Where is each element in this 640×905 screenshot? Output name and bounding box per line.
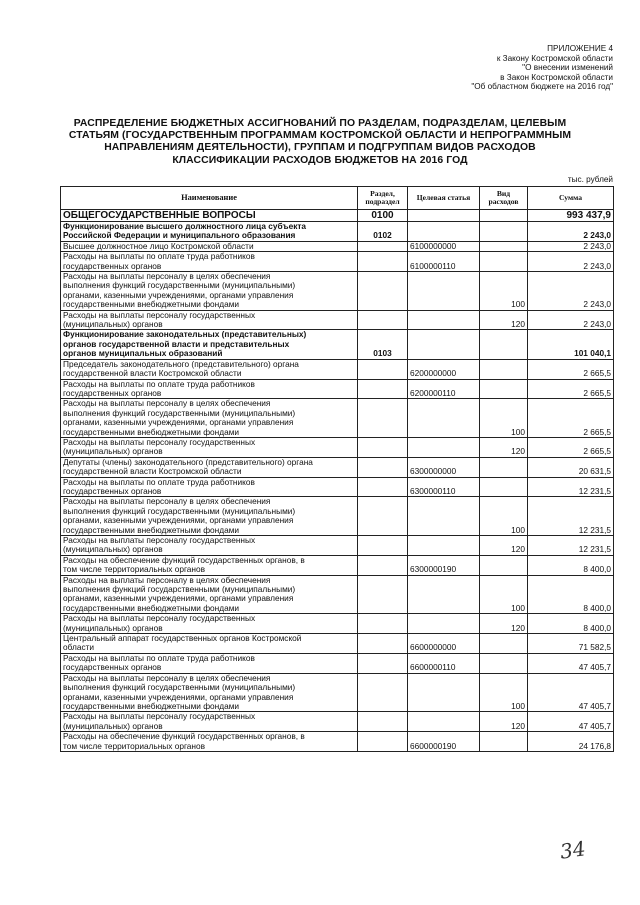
row-name-line: Функционирование высшего должностного лица субъекта — [63, 221, 307, 231]
row-section — [358, 634, 408, 654]
row-name-line: государственных органов — [63, 387, 162, 398]
row-expense-type — [480, 359, 528, 379]
budget-table — [60, 186, 614, 752]
row-section — [358, 252, 408, 272]
table-row — [61, 379, 614, 399]
row-name-line: органов муниципальных образований — [63, 348, 223, 359]
row-sum: 12 231,5 — [528, 536, 614, 556]
row-expense-type — [480, 222, 528, 242]
row-name-line: Расходы на выплаты по оплате труда работников — [63, 251, 255, 262]
row-expense-type — [480, 330, 528, 359]
row-expense-type — [480, 241, 528, 251]
table-row — [61, 477, 614, 497]
row-name — [61, 241, 358, 251]
table-row — [61, 732, 614, 752]
row-name-line: Российской Федерации и муниципального образования — [63, 230, 296, 241]
table-row — [61, 555, 614, 575]
row-name-line: органами, казенными учреждениями, органами управления — [63, 593, 294, 604]
row-name-line: Расходы на выплаты персоналу государственных — [63, 309, 256, 320]
row-expense-type — [480, 457, 528, 477]
appendix-block — [363, 44, 613, 92]
table-row — [61, 241, 614, 251]
row-name-line: выполнения функций государственными (муниципальными) — [63, 280, 296, 291]
row-name-line: государственных органов — [63, 260, 162, 271]
row-name-line: Расходы на выплаты персоналу государственных — [63, 535, 256, 545]
row-expense-type: 100 — [480, 497, 528, 536]
units-label: тыс. рублей — [567, 175, 613, 184]
appendix-line: к Закону Костромской области — [496, 53, 613, 63]
row-section — [358, 477, 408, 497]
row-target-item: 6100000110 — [408, 252, 480, 272]
row-name-line: Расходы на выплаты по оплате труда работников — [63, 476, 255, 487]
row-name — [61, 575, 358, 614]
title-line: СТАТЬЯМ (ГОСУДАРСТВЕННЫМ ПРОГРАММАМ КОСТРОМСКОЙ ОБЛАСТИ И НЕПРОГРАММНЫМ — [68, 130, 572, 142]
row-sum: 8 400,0 — [528, 555, 614, 575]
document-title — [64, 118, 576, 167]
row-name-line: государственными внебюджетными фондами — [63, 700, 240, 711]
row-sum: 2 243,0 — [528, 252, 614, 272]
header-sum: Сумма — [528, 187, 614, 210]
row-name-line: Расходы на выплаты персоналу в целях обеспечения — [63, 574, 271, 585]
row-target-item: 6100000000 — [408, 241, 480, 251]
title-line: КЛАССИФИКАЦИИ РАСХОДОВ БЮДЖЕТОВ НА 2016 ГОД — [172, 154, 468, 166]
row-target-item: 6200000110 — [408, 379, 480, 399]
row-section — [358, 437, 408, 457]
row-section — [358, 399, 408, 438]
row-target-item — [408, 536, 480, 556]
row-name-line: (муниципальных) органов — [63, 319, 163, 330]
row-sum: 12 231,5 — [528, 497, 614, 536]
row-name — [61, 359, 358, 379]
table-body — [61, 210, 614, 752]
row-name-line: государственными внебюджетными фондами — [63, 299, 240, 310]
table-row — [61, 399, 614, 438]
row-sum: 8 400,0 — [528, 614, 614, 634]
row-name-line: органами, казенными учреждениями, органами управления — [63, 417, 294, 428]
row-name — [61, 614, 358, 634]
row-name-line: Расходы на выплаты по оплате труда работников — [63, 652, 255, 663]
row-target-item — [408, 712, 480, 732]
row-sum: 47 405,7 — [528, 653, 614, 673]
row-name-line: органами, казенными учреждениями, органами управления — [63, 289, 294, 300]
row-target-item — [408, 399, 480, 438]
row-name-line: Высшее должностное лицо Костромской области — [63, 240, 254, 251]
table-row — [61, 634, 614, 654]
row-name-line: государственной власти Костромской области — [63, 368, 242, 379]
row-name-line: органов государственной власти и представительных — [63, 338, 290, 349]
row-sum: 2 665,5 — [528, 359, 614, 379]
row-name-line: выполнения функций государственными (муниципальными) — [63, 584, 296, 595]
row-name-line: государственной власти Костромской области — [63, 466, 242, 477]
handwritten-page-number: 34 — [558, 836, 587, 864]
row-name-line: Расходы на выплаты персоналу государственных — [63, 711, 256, 722]
row-name-line: государственных органов — [63, 662, 162, 673]
row-name-line: Председатель законодательного (представительного) органа — [63, 358, 299, 369]
appendix-line: "Об областном бюджете на 2016 год" — [471, 82, 613, 92]
row-section — [358, 555, 408, 575]
row-name — [61, 555, 358, 575]
row-target-item — [408, 210, 480, 222]
row-sum: 101 040,1 — [528, 330, 614, 359]
row-name-line: Расходы на выплаты по оплате труда работников — [63, 378, 255, 389]
row-section: 0102 — [358, 222, 408, 242]
table-header-row — [61, 187, 614, 210]
row-expense-type: 100 — [480, 673, 528, 712]
row-expense-type — [480, 732, 528, 752]
row-section — [358, 379, 408, 399]
row-expense-type: 120 — [480, 614, 528, 634]
row-section — [358, 712, 408, 732]
row-section — [358, 241, 408, 251]
row-target-item — [408, 310, 480, 330]
row-sum: 12 231,5 — [528, 477, 614, 497]
row-name — [61, 272, 358, 311]
row-sum: 24 176,8 — [528, 732, 614, 752]
row-target-item — [408, 673, 480, 712]
row-target-item — [408, 272, 480, 311]
row-section — [358, 575, 408, 614]
row-name-line: выполнения функций государственными (муниципальными) — [63, 682, 296, 693]
row-expense-type: 100 — [480, 575, 528, 614]
row-target-item — [408, 330, 480, 359]
row-name-line: (муниципальных) органов — [63, 544, 163, 555]
table-row — [61, 222, 614, 242]
row-section — [358, 497, 408, 536]
row-name — [61, 399, 358, 438]
row-sum: 2 243,0 — [528, 272, 614, 311]
table-row — [61, 575, 614, 614]
row-name — [61, 437, 358, 457]
row-name-line: Расходы на обеспечение функций государственных органов, в — [63, 554, 305, 565]
row-name-line: государственных органов — [63, 485, 162, 496]
row-sum: 2 665,5 — [528, 379, 614, 399]
row-sum: 71 582,5 — [528, 634, 614, 654]
row-section — [358, 653, 408, 673]
row-name — [61, 673, 358, 712]
row-name-line: государственными внебюджетными фондами — [63, 426, 240, 437]
row-name-line: Депутаты (члены) законодательного (представительного) органа — [63, 456, 313, 467]
row-name — [61, 210, 358, 222]
title-line: НАПРАВЛЕНИЯМ ДЕЯТЕЛЬНОСТИ), ГРУППАМ И ПОДГРУППАМ ВИДОВ РАСХОДОВ — [104, 142, 536, 154]
row-name-line: выполнения функций государственными (муниципальными) — [63, 407, 296, 418]
row-name-line: Функционирование законодательных (представительных) — [63, 329, 307, 340]
table-row — [61, 614, 614, 634]
row-name-line: государственными внебюджетными фондами — [63, 602, 240, 613]
row-name-line: органами, казенными учреждениями, органами управления — [63, 515, 294, 526]
header-item: Целевая статья — [408, 187, 480, 210]
row-name-line: Расходы на выплаты персоналу в целях обеспечения — [63, 398, 271, 409]
table-row — [61, 210, 614, 222]
table-row — [61, 272, 614, 311]
table-row — [61, 359, 614, 379]
table-row — [61, 437, 614, 457]
row-section: 0100 — [358, 210, 408, 222]
table-row — [61, 252, 614, 272]
row-name — [61, 497, 358, 536]
row-name-line: Расходы на обеспечение функций государственных органов, в — [63, 731, 305, 742]
row-section — [358, 310, 408, 330]
row-name — [61, 634, 358, 654]
row-name-line: Расходы на выплаты персоналу в целях обеспечения — [63, 672, 271, 683]
table-row — [61, 536, 614, 556]
table-row — [61, 330, 614, 359]
row-name — [61, 457, 358, 477]
row-target-item: 6300000110 — [408, 477, 480, 497]
appendix-line: ПРИЛОЖЕНИЕ 4 — [547, 44, 613, 53]
header-section: Раздел, подраздел — [358, 187, 408, 210]
row-section — [358, 614, 408, 634]
table-row — [61, 673, 614, 712]
row-sum: 2 665,5 — [528, 399, 614, 438]
table-row — [61, 457, 614, 477]
row-target-item: 6300000000 — [408, 457, 480, 477]
row-sum: 2 243,0 — [528, 241, 614, 251]
row-expense-type — [480, 210, 528, 222]
row-name-line: области — [63, 642, 95, 653]
row-expense-type: 120 — [480, 310, 528, 330]
row-section — [358, 359, 408, 379]
row-name — [61, 712, 358, 732]
row-target-item: 6600000190 — [408, 732, 480, 752]
row-sum: 993 437,9 — [528, 210, 614, 222]
row-name — [61, 477, 358, 497]
row-expense-type — [480, 252, 528, 272]
row-sum: 47 405,7 — [528, 712, 614, 732]
row-name-line: (муниципальных) органов — [63, 622, 163, 633]
row-sum: 47 405,7 — [528, 673, 614, 712]
row-section — [358, 732, 408, 752]
row-section — [358, 673, 408, 712]
row-name-line: Расходы на выплаты персоналу в целях обеспечения — [63, 271, 271, 282]
row-expense-type: 120 — [480, 437, 528, 457]
row-name — [61, 222, 358, 242]
row-sum: 2 665,5 — [528, 437, 614, 457]
table-row — [61, 497, 614, 536]
row-section — [358, 536, 408, 556]
row-target-item: 6600000000 — [408, 634, 480, 654]
row-expense-type — [480, 379, 528, 399]
row-name — [61, 379, 358, 399]
row-target-item — [408, 575, 480, 614]
row-sum: 20 631,5 — [528, 457, 614, 477]
row-section — [358, 272, 408, 311]
row-target-item: 6600000110 — [408, 653, 480, 673]
row-target-item: 6300000190 — [408, 555, 480, 575]
row-name-line: Центральный аппарат государственных органов Костромской — [63, 633, 302, 644]
row-name-line: Расходы на выплаты персоналу государственных — [63, 436, 256, 447]
table-row — [61, 712, 614, 732]
table-row — [61, 310, 614, 330]
row-name-line: ОБЩЕГОСУДАРСТВЕННЫЕ ВОПРОСЫ — [63, 210, 256, 221]
row-name — [61, 252, 358, 272]
row-name — [61, 653, 358, 673]
row-name-line: Расходы на выплаты персоналу государственных — [63, 613, 256, 624]
row-expense-type: 120 — [480, 536, 528, 556]
table-row — [61, 653, 614, 673]
header-type: Вид расходов — [480, 187, 528, 210]
row-name — [61, 732, 358, 752]
row-name — [61, 310, 358, 330]
row-expense-type — [480, 555, 528, 575]
row-expense-type — [480, 477, 528, 497]
row-target-item: 6200000000 — [408, 359, 480, 379]
row-sum: 8 400,0 — [528, 575, 614, 614]
row-target-item — [408, 614, 480, 634]
row-expense-type — [480, 634, 528, 654]
row-name-line: выполнения функций государственными (муниципальными) — [63, 505, 296, 516]
row-sum: 2 243,0 — [528, 222, 614, 242]
row-expense-type: 100 — [480, 399, 528, 438]
row-section — [358, 457, 408, 477]
row-name-line: Расходы на выплаты персоналу в целях обеспечения — [63, 496, 271, 507]
row-name — [61, 536, 358, 556]
row-section: 0103 — [358, 330, 408, 359]
row-name-line: (муниципальных) органов — [63, 446, 163, 457]
row-target-item — [408, 437, 480, 457]
row-name-line: том числе территориальных органов — [63, 564, 206, 575]
row-target-item — [408, 497, 480, 536]
row-name — [61, 330, 358, 359]
row-expense-type — [480, 653, 528, 673]
row-target-item — [408, 222, 480, 242]
row-name-line: органами, казенными учреждениями, органами управления — [63, 691, 294, 702]
appendix-line: "О внесении изменений — [522, 63, 613, 73]
row-name-line: государственными внебюджетными фондами — [63, 524, 240, 535]
header-name: Наименование — [61, 187, 358, 210]
row-sum: 2 243,0 — [528, 310, 614, 330]
row-name-line: (муниципальных) органов — [63, 720, 163, 731]
row-expense-type: 120 — [480, 712, 528, 732]
row-expense-type: 100 — [480, 272, 528, 311]
title-line: РАСПРЕДЕЛЕНИЕ БЮДЖЕТНЫХ АССИГНОВАНИЙ ПО РАЗДЕЛАМ, ПОДРАЗДЕЛАМ, ЦЕЛЕВЫМ — [73, 118, 567, 129]
row-name-line: том числе территориальных органов — [63, 740, 206, 751]
appendix-line: в Закон Костромской области — [500, 72, 613, 82]
